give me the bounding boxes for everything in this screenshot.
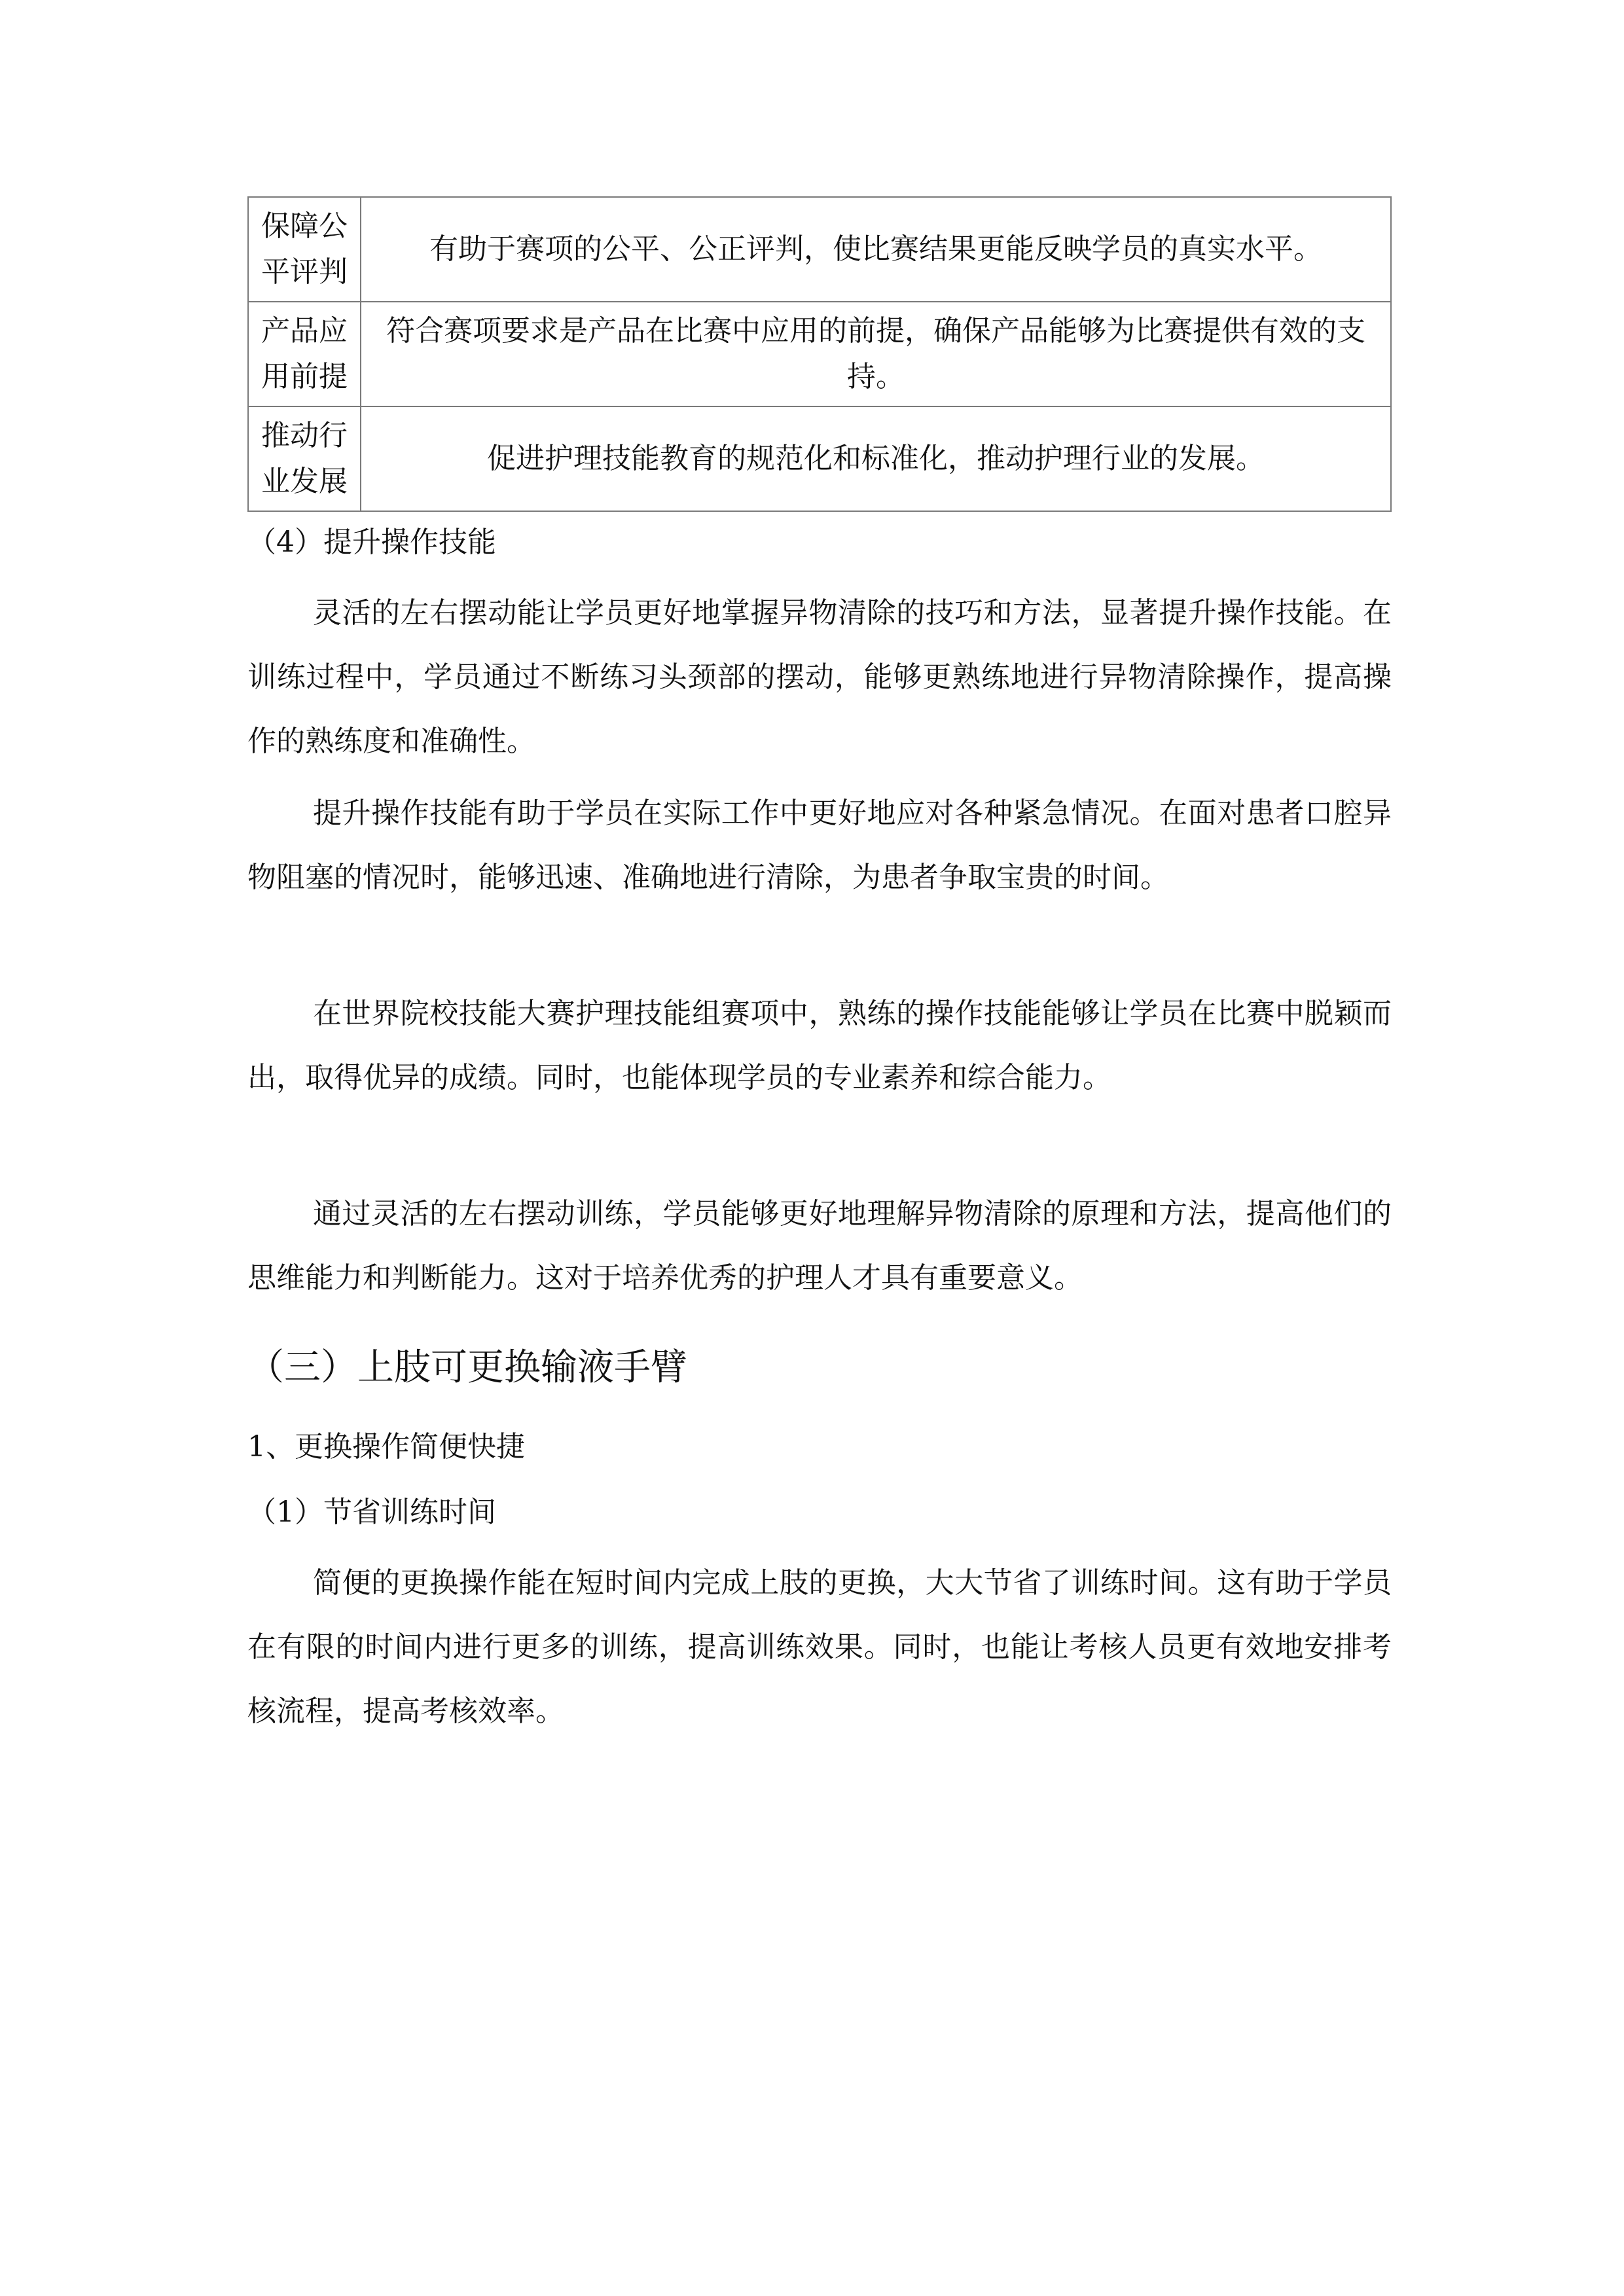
section-heading: （三）上肢可更换输液手臂 xyxy=(247,1346,687,1389)
table-row xyxy=(248,197,1391,302)
body-paragraph: 通过灵活的左右摆动训练，学员能够更好地理解异物清除的原理和方法，提高他们的思维能力和判断能力。这对于培养优秀的护理人才具有重要意义。 xyxy=(247,1197,1392,1295)
item-heading: 1、更换操作简便快捷 xyxy=(247,1430,525,1463)
table-row-description: 有助于赛项的公平、公正评判，使比赛结果更能反映学员的真实水平。 xyxy=(361,197,1391,302)
body-paragraph: 提升操作技能有助于学员在实际工作中更好地应对各种紧急情况。在面对患者口腔异物阻塞的情况时，能够迅速、准确地进行清除，为患者争取宝贵的时间。 xyxy=(247,797,1392,894)
table-row xyxy=(248,406,1391,511)
feature-table xyxy=(247,196,1392,512)
table-row-description: 促进护理技能教育的规范化和标准化，推动护理行业的发展。 xyxy=(361,406,1391,511)
table-row-description: 符合赛项要求是产品在比赛中应用的前提，确保产品能够为比赛提供有效的支持。 xyxy=(361,302,1391,406)
table-row-label: 推动行业发展 xyxy=(248,406,361,511)
body-paragraph: 简便的更换操作能在短时间内完成上肢的更换，大大节省了训练时间。这有助于学员在有限的时间内进行更多的训练，提高训练效果。同时，也能让考核人员更有效地安排考核流程，提高考核效率。 xyxy=(247,1566,1392,1728)
table-row-label: 产品应用前提 xyxy=(248,302,361,406)
body-paragraph: 灵活的左右摆动能让学员更好地掌握异物清除的技巧和方法，显著提升操作技能。在训练过程中，学员通过不断练习头颈部的摆动，能够更熟练地进行异物清除操作，提高操作的熟练度和准确性。 xyxy=(247,596,1392,758)
table-row-label: 保障公平评判 xyxy=(248,197,361,302)
subsection-heading: （4）提升操作技能 xyxy=(247,526,496,559)
table-row xyxy=(248,302,1391,406)
body-paragraph: 在世界院校技能大赛护理技能组赛项中，熟练的操作技能能够让学员在比赛中脱颖而出，取得优异的成绩。同时，也能体现学员的专业素养和综合能力。 xyxy=(247,997,1392,1094)
subsection-heading: （1）节省训练时间 xyxy=(247,1496,496,1529)
